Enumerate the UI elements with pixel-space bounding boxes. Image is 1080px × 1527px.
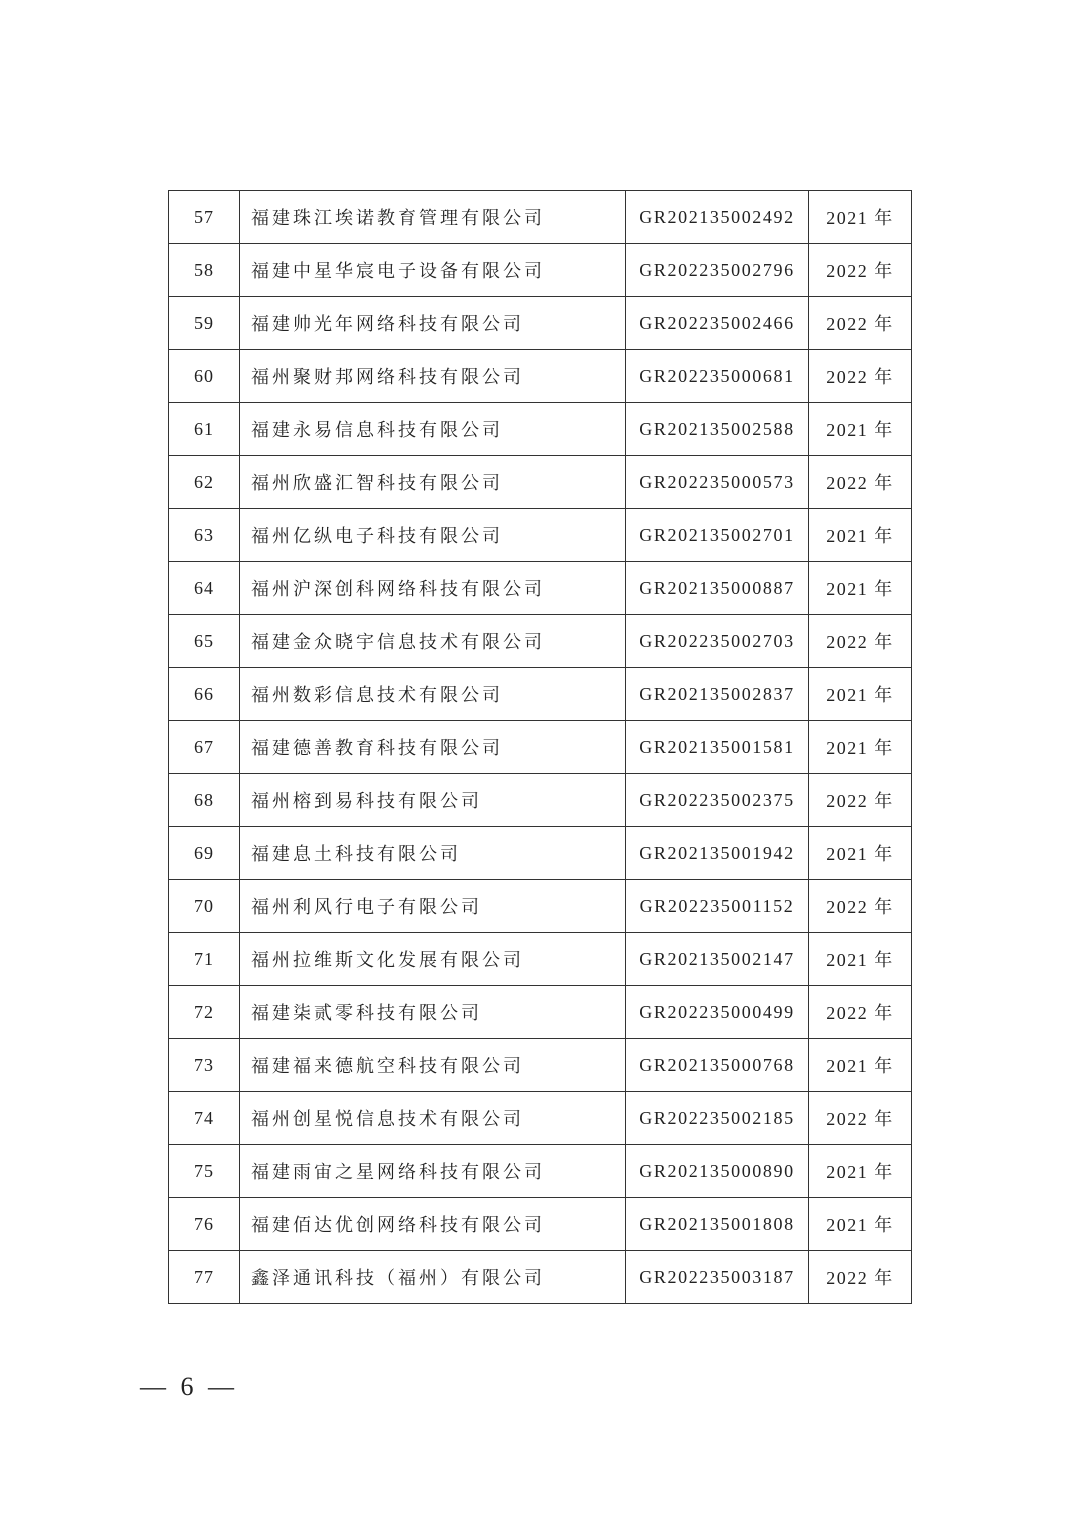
table-row xyxy=(169,721,912,774)
row-number: 62 xyxy=(169,456,240,509)
certificate-number: GR202235002466 xyxy=(626,297,809,350)
certification-year: 2021 年 xyxy=(809,933,912,986)
row-number: 61 xyxy=(169,403,240,456)
table-row xyxy=(169,191,912,244)
certificate-number: GR202135000890 xyxy=(626,1145,809,1198)
certificate-number: GR202235002796 xyxy=(626,244,809,297)
certification-year: 2022 年 xyxy=(809,615,912,668)
row-number: 69 xyxy=(169,827,240,880)
certificate-number: GR202135002701 xyxy=(626,509,809,562)
row-number: 57 xyxy=(169,191,240,244)
certification-year: 2022 年 xyxy=(809,880,912,933)
row-number: 58 xyxy=(169,244,240,297)
certification-year: 2021 年 xyxy=(809,1198,912,1251)
table-row xyxy=(169,880,912,933)
certification-year: 2022 年 xyxy=(809,297,912,350)
row-number: 60 xyxy=(169,350,240,403)
company-name: 福州利风行电子有限公司 xyxy=(240,880,626,933)
company-name: 福建帅光年网络科技有限公司 xyxy=(240,297,626,350)
certificate-number: GR202235003187 xyxy=(626,1251,809,1304)
table-row xyxy=(169,668,912,721)
table-row xyxy=(169,456,912,509)
certification-year: 2021 年 xyxy=(809,668,912,721)
company-name: 鑫泽通讯科技（福州）有限公司 xyxy=(240,1251,626,1304)
certificate-number: GR202135002837 xyxy=(626,668,809,721)
row-number: 72 xyxy=(169,986,240,1039)
company-name: 福建息土科技有限公司 xyxy=(240,827,626,880)
certification-year: 2021 年 xyxy=(809,1145,912,1198)
row-number: 64 xyxy=(169,562,240,615)
company-name: 福州聚财邦网络科技有限公司 xyxy=(240,350,626,403)
company-name: 福州榕到易科技有限公司 xyxy=(240,774,626,827)
certificate-number: GR202235000499 xyxy=(626,986,809,1039)
table-row xyxy=(169,297,912,350)
table-row xyxy=(169,244,912,297)
company-name: 福建珠江埃诺教育管理有限公司 xyxy=(240,191,626,244)
certification-year: 2021 年 xyxy=(809,191,912,244)
row-number: 67 xyxy=(169,721,240,774)
certification-year: 2021 年 xyxy=(809,403,912,456)
row-number: 76 xyxy=(169,1198,240,1251)
company-table xyxy=(168,190,912,1304)
company-name: 福建中星华宸电子设备有限公司 xyxy=(240,244,626,297)
company-name: 福州沪深创科网络科技有限公司 xyxy=(240,562,626,615)
table-row xyxy=(169,1145,912,1198)
company-name: 福州创星悦信息技术有限公司 xyxy=(240,1092,626,1145)
company-name: 福建佰达优创网络科技有限公司 xyxy=(240,1198,626,1251)
certification-year: 2021 年 xyxy=(809,1039,912,1092)
company-name: 福州欣盛汇智科技有限公司 xyxy=(240,456,626,509)
page-number: — 6 — xyxy=(140,1372,238,1401)
certificate-number: GR202235000681 xyxy=(626,350,809,403)
table-row xyxy=(169,562,912,615)
table-row xyxy=(169,615,912,668)
row-number: 74 xyxy=(169,1092,240,1145)
company-name: 福建德善教育科技有限公司 xyxy=(240,721,626,774)
company-name: 福建福来德航空科技有限公司 xyxy=(240,1039,626,1092)
certification-year: 2022 年 xyxy=(809,774,912,827)
certificate-number: GR202235000573 xyxy=(626,456,809,509)
company-name: 福州亿纵电子科技有限公司 xyxy=(240,509,626,562)
company-name: 福州数彩信息技术有限公司 xyxy=(240,668,626,721)
company-name: 福州拉维斯文化发展有限公司 xyxy=(240,933,626,986)
certificate-number: GR202135001942 xyxy=(626,827,809,880)
certificate-number: GR202135001808 xyxy=(626,1198,809,1251)
table-row xyxy=(169,1092,912,1145)
row-number: 73 xyxy=(169,1039,240,1092)
certification-year: 2022 年 xyxy=(809,1251,912,1304)
row-number: 75 xyxy=(169,1145,240,1198)
company-name: 福建金众晓宇信息技术有限公司 xyxy=(240,615,626,668)
certificate-number: GR202135002147 xyxy=(626,933,809,986)
certification-year: 2022 年 xyxy=(809,986,912,1039)
row-number: 63 xyxy=(169,509,240,562)
certificate-number: GR202135000768 xyxy=(626,1039,809,1092)
table-row xyxy=(169,933,912,986)
table-row xyxy=(169,774,912,827)
table-row xyxy=(169,1039,912,1092)
table-row xyxy=(169,350,912,403)
certificate-number: GR202235002375 xyxy=(626,774,809,827)
certification-year: 2022 年 xyxy=(809,350,912,403)
certificate-number: GR202235002185 xyxy=(626,1092,809,1145)
table-row xyxy=(169,986,912,1039)
table-row xyxy=(169,403,912,456)
certification-year: 2022 年 xyxy=(809,1092,912,1145)
certificate-number: GR202135000887 xyxy=(626,562,809,615)
row-number: 59 xyxy=(169,297,240,350)
row-number: 65 xyxy=(169,615,240,668)
certificate-number: GR202135001581 xyxy=(626,721,809,774)
row-number: 77 xyxy=(169,1251,240,1304)
row-number: 70 xyxy=(169,880,240,933)
row-number: 66 xyxy=(169,668,240,721)
certification-year: 2022 年 xyxy=(809,456,912,509)
certification-year: 2021 年 xyxy=(809,827,912,880)
certificate-number: GR202135002588 xyxy=(626,403,809,456)
table-row xyxy=(169,1251,912,1304)
certificate-number: GR202235001152 xyxy=(626,880,809,933)
certification-year: 2021 年 xyxy=(809,509,912,562)
row-number: 68 xyxy=(169,774,240,827)
company-name: 福建永易信息科技有限公司 xyxy=(240,403,626,456)
row-number: 71 xyxy=(169,933,240,986)
company-name: 福建雨宙之星网络科技有限公司 xyxy=(240,1145,626,1198)
certificate-number: GR202135002492 xyxy=(626,191,809,244)
table-row xyxy=(169,509,912,562)
company-name: 福建柒贰零科技有限公司 xyxy=(240,986,626,1039)
table-row xyxy=(169,1198,912,1251)
certification-year: 2022 年 xyxy=(809,244,912,297)
certification-year: 2021 年 xyxy=(809,721,912,774)
certificate-number: GR202235002703 xyxy=(626,615,809,668)
table-row xyxy=(169,827,912,880)
certification-year: 2021 年 xyxy=(809,562,912,615)
